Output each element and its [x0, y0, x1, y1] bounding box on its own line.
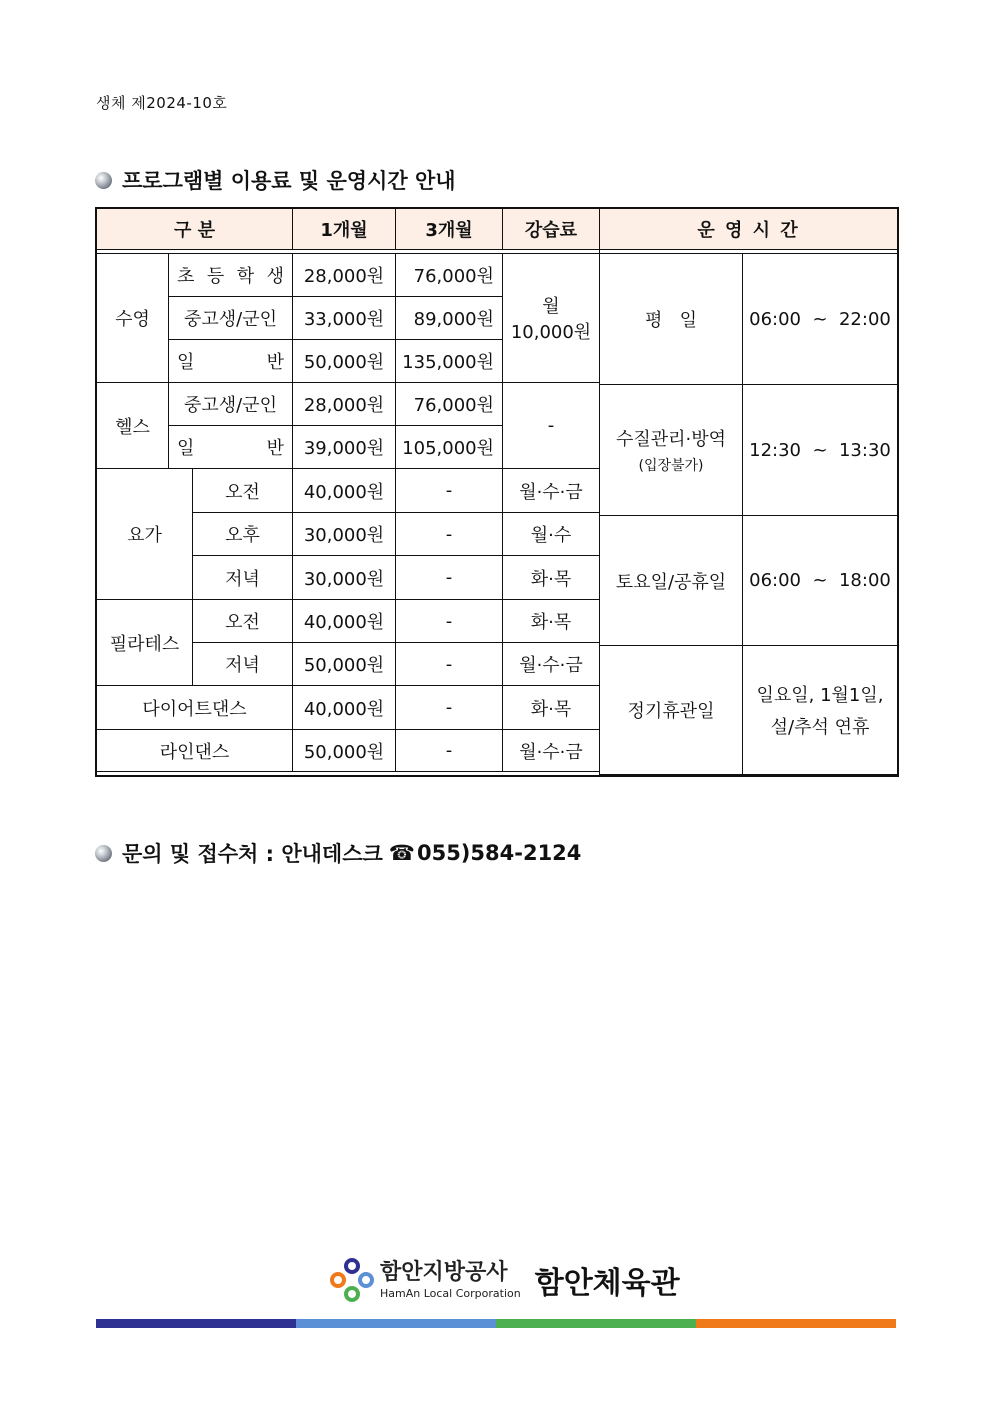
pilates-time-slot: 오전 [193, 600, 293, 643]
yoga-3month-fee: - [396, 513, 503, 556]
org-name-korean: 함안지방공사 [380, 1259, 508, 1285]
hours-weekday-label: 평 일 [600, 254, 743, 385]
header-3month: 3개월 [396, 209, 503, 250]
yoga-time-slot: 저녁 [193, 556, 293, 600]
pilates-1month-fee: 40,000원 [293, 600, 396, 643]
category-health: 헬스 [97, 383, 169, 469]
swim-3month-fee: 135,000원 [396, 340, 503, 383]
category-diet-dance: 다이어트댄스 [97, 686, 293, 730]
pilates-1month-fee: 50,000원 [293, 643, 396, 686]
pilates-3month-fee: - [396, 600, 503, 643]
org-name-english: HamAn Local Corporation [380, 1286, 521, 1300]
health-1month-fee: 39,000원 [293, 426, 396, 469]
hours-weekday-time: 06:00 ~ 22:00 [743, 254, 898, 385]
header-1month: 1개월 [293, 209, 396, 250]
header-hours: 운 영 시 간 [600, 209, 898, 250]
yoga-days: 화·목 [503, 556, 600, 600]
health-3month-fee: 76,000원 [396, 383, 503, 426]
diet-1month-fee: 40,000원 [293, 686, 396, 730]
category-pilates: 필라테스 [97, 600, 193, 686]
diet-3month-fee: - [396, 686, 503, 730]
line-3month-fee: - [396, 730, 503, 772]
yoga-1month-fee: 30,000원 [293, 556, 396, 600]
footer-bar-segment [96, 1319, 296, 1328]
swim-row-label: 초 등 학 생 [169, 254, 293, 297]
yoga-1month-fee: 30,000원 [293, 513, 396, 556]
contact-heading [95, 838, 581, 868]
pilates-days: 월·수·금 [503, 643, 600, 686]
footer-logo [330, 1258, 680, 1302]
health-3month-fee: 105,000원 [396, 426, 503, 469]
contact-phone: 055)584-2124 [416, 841, 582, 865]
yoga-time-slot: 오후 [193, 513, 293, 556]
corporation-logo-icon [330, 1258, 374, 1302]
yoga-days: 월·수·금 [503, 469, 600, 513]
swim-row-label: 중고생/군인 [169, 297, 293, 340]
hours-closed-label: 정기휴관일 [600, 646, 743, 775]
footer-bar-segment [496, 1319, 696, 1328]
title-heading [95, 165, 456, 195]
diet-days: 화·목 [503, 686, 600, 730]
swim-3month-fee: 76,000원 [396, 254, 503, 297]
swim-1month-fee: 33,000원 [293, 297, 396, 340]
line-1month-fee: 50,000원 [293, 730, 396, 772]
hours-table [599, 208, 898, 775]
health-row-label: 중고생/군인 [169, 383, 293, 426]
health-1month-fee: 28,000원 [293, 383, 396, 426]
category-swim: 수영 [97, 254, 169, 383]
document-number: 생체 제2024-10호 [96, 94, 228, 112]
yoga-time-slot: 오전 [193, 469, 293, 513]
category-line-dance: 라인댄스 [97, 730, 293, 772]
fee-table [96, 208, 600, 772]
category-yoga: 요가 [97, 469, 193, 600]
bullet-icon [95, 172, 112, 189]
swim-3month-fee: 89,000원 [396, 297, 503, 340]
yoga-days: 월·수 [503, 513, 600, 556]
pilates-days: 화·목 [503, 600, 600, 643]
pilates-time-slot: 저녁 [193, 643, 293, 686]
header-category: 구 분 [97, 209, 293, 250]
yoga-3month-fee: - [396, 556, 503, 600]
swim-1month-fee: 28,000원 [293, 254, 396, 297]
contact-text: 문의 및 접수처 : 안내데스크 [122, 842, 383, 866]
yoga-3month-fee: - [396, 469, 503, 513]
page-title: 프로그램별 이용료 및 운영시간 안내 [122, 169, 456, 193]
yoga-1month-fee: 40,000원 [293, 469, 396, 513]
swim-1month-fee: 50,000원 [293, 340, 396, 383]
hours-water-label: 수질관리·방역 (입장불가) [600, 385, 743, 516]
health-row-label: 일 반 [169, 426, 293, 469]
phone-icon: ☎ [388, 841, 415, 865]
venue-name: 함안체육관 [534, 1266, 680, 1301]
swim-row-label: 일 반 [169, 340, 293, 383]
health-lesson-fee: - [503, 383, 600, 469]
bullet-icon [95, 845, 112, 862]
swim-lesson-fee: 월 10,000원 [503, 254, 600, 383]
hours-water-time: 12:30 ~ 13:30 [743, 385, 898, 516]
header-lesson-fee: 강습료 [503, 209, 600, 250]
footer-bar-segment [296, 1319, 496, 1328]
pilates-3month-fee: - [396, 643, 503, 686]
line-days: 월·수·금 [503, 730, 600, 772]
hours-closed-time: 일요일, 1월1일, 설/추석 연휴 [743, 646, 898, 775]
footer-bar-segment [696, 1319, 896, 1328]
hours-weekend-label: 토요일/공휴일 [600, 516, 743, 646]
hours-weekend-time: 06:00 ~ 18:00 [743, 516, 898, 646]
